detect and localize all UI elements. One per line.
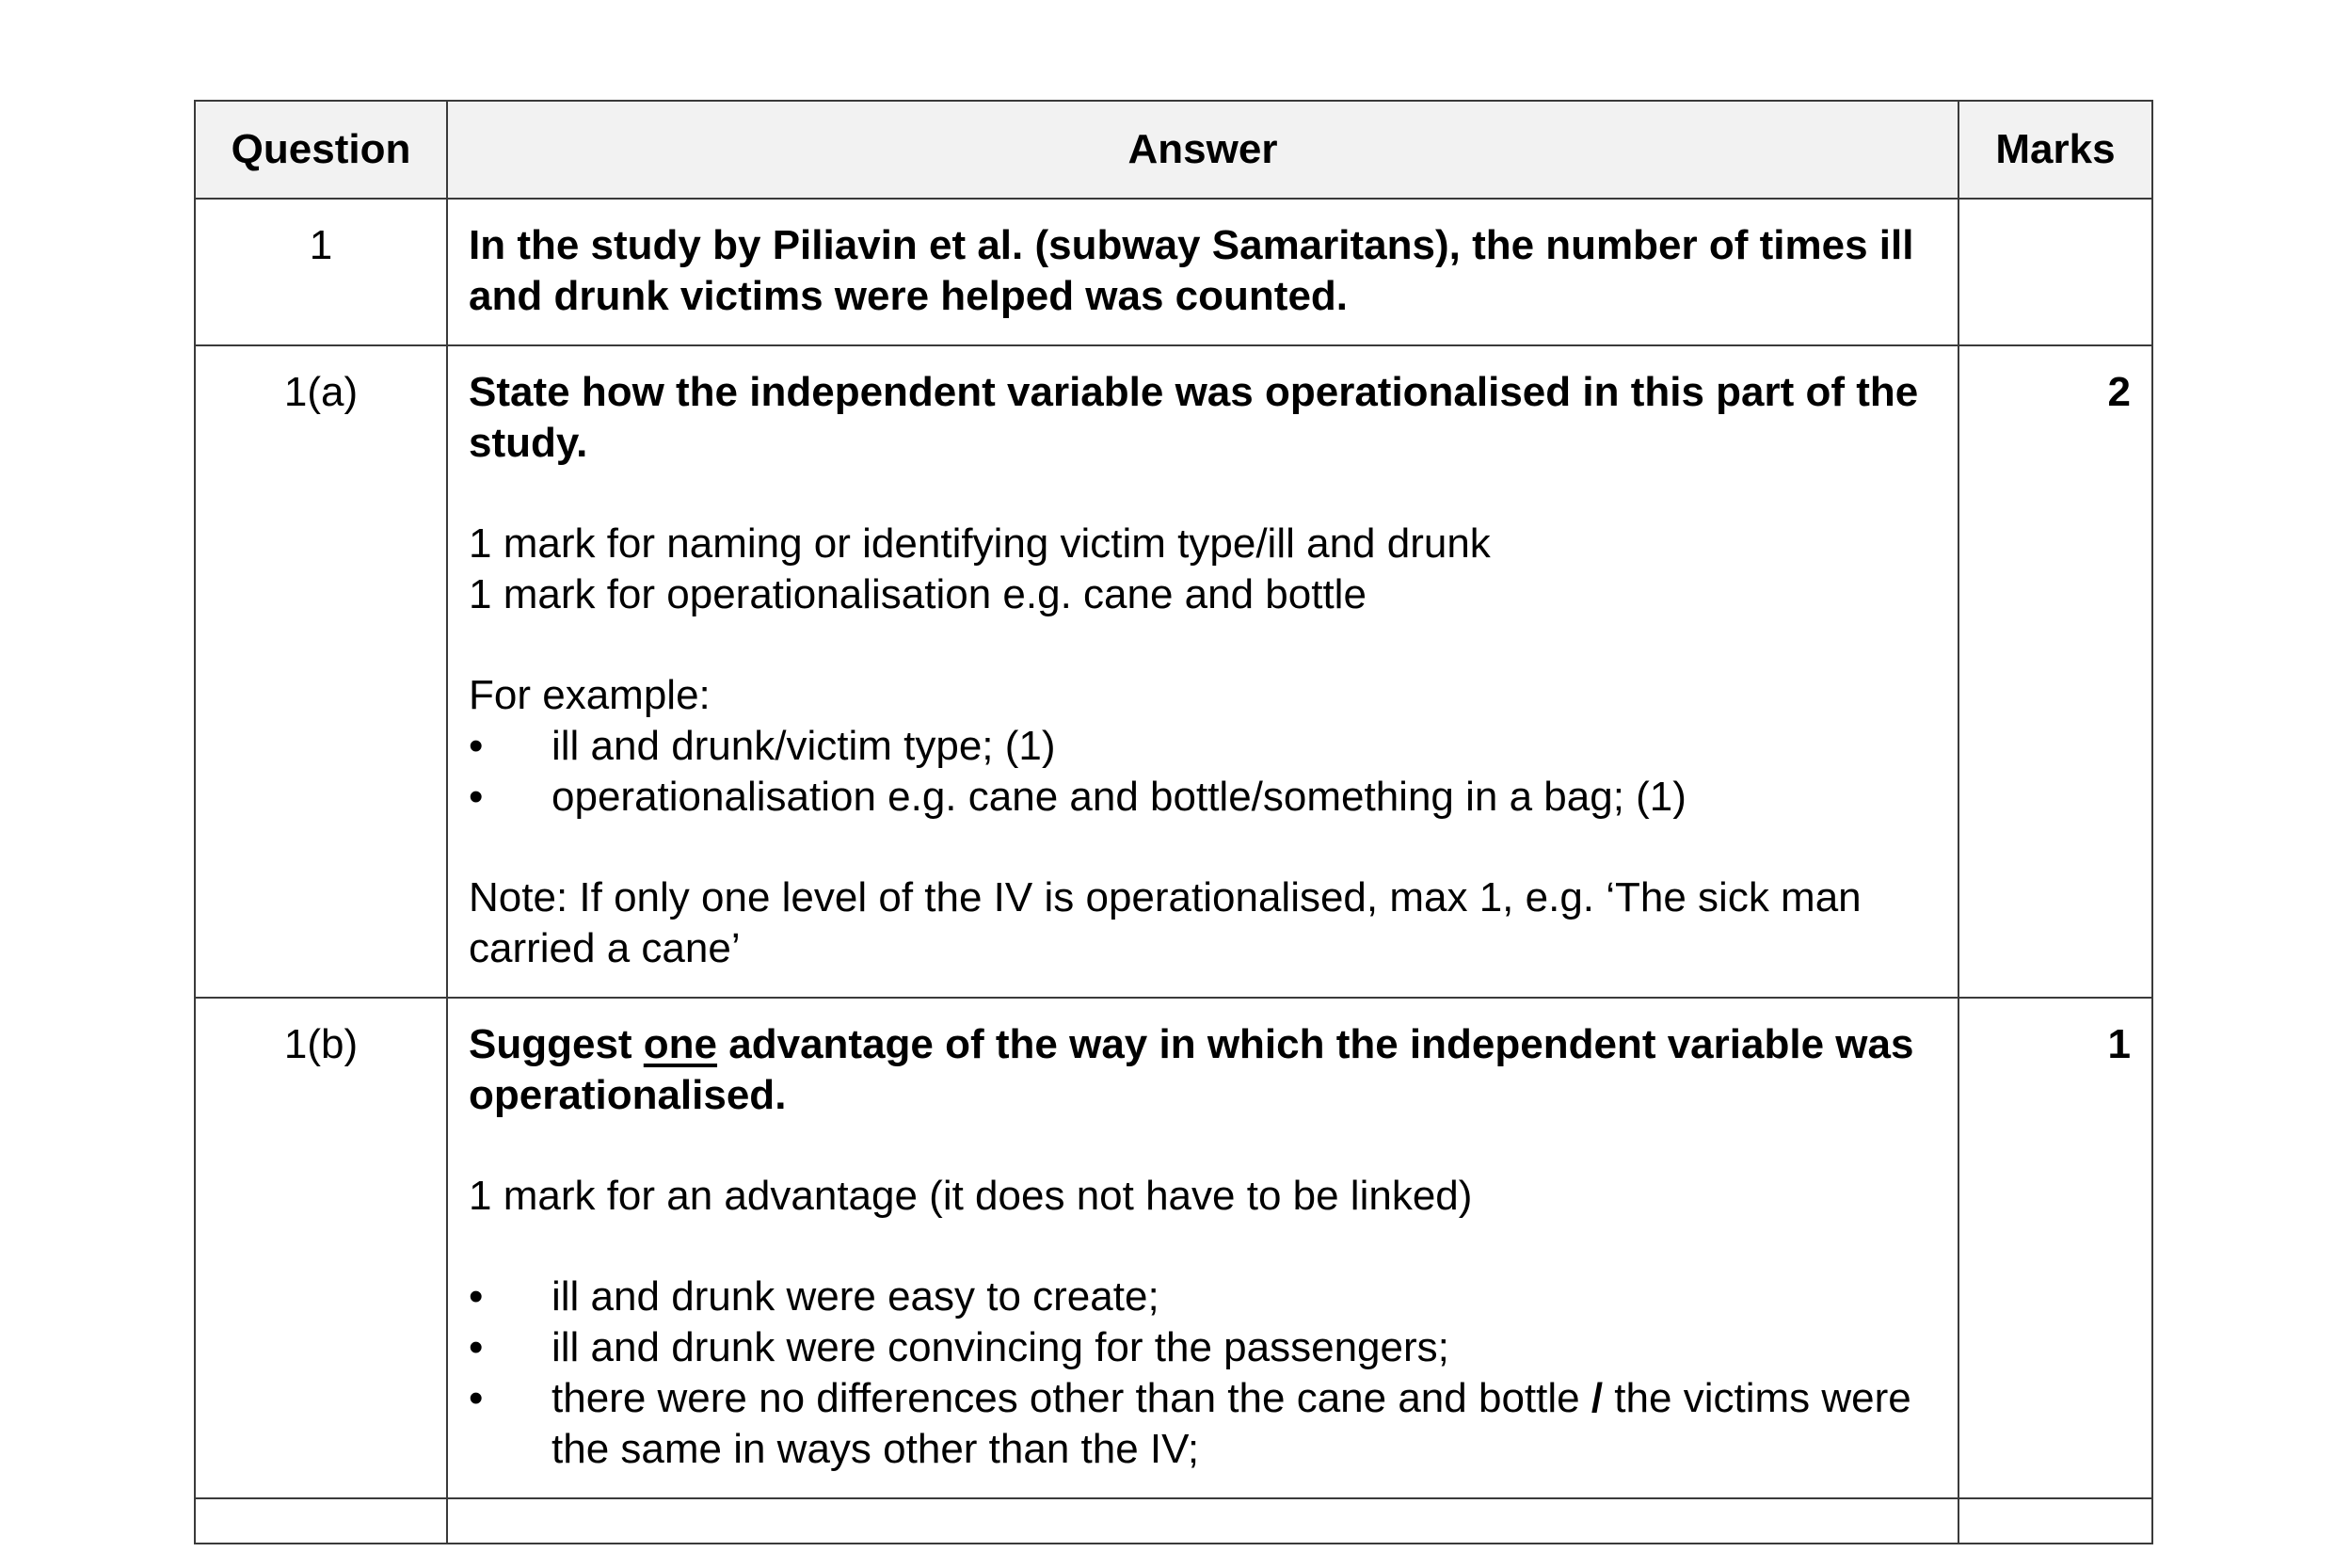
mark-scheme-table (194, 100, 2153, 1544)
table-row-continued (195, 1498, 2152, 1544)
table-row (195, 199, 2152, 345)
note-text: Note: If only one level of the IV is operationalised, max 1, e.g. ‘The sick man carried a cane’ (469, 874, 1862, 971)
question-prompt (469, 1019, 1937, 1121)
marks-cell (1958, 199, 2152, 345)
question-number: 1(a) (195, 345, 447, 998)
question-number: 1(b) (195, 998, 447, 1498)
marks-cell: 1 (1958, 998, 2152, 1498)
list-item: • ill and drunk were convincing for the passengers; (469, 1322, 1937, 1373)
example-label: For example: (469, 672, 711, 718)
prompt-text: Suggest (469, 1021, 644, 1067)
bullet-list (469, 1272, 1937, 1475)
header-row (195, 101, 2152, 199)
list-item (469, 1373, 1937, 1475)
answer-cell (447, 199, 1958, 345)
table-row (195, 345, 2152, 998)
bullet-text: the victims were the same in ways other than the IV; (552, 1375, 1911, 1472)
table-row (195, 998, 2152, 1498)
list-item: • operationalisation e.g. cane and bottle/something in a bag; (1) (469, 772, 1937, 823)
header-question: Question (195, 101, 447, 199)
question-prompt: State how the independent variable was operationalised in this part of the study. (469, 369, 1919, 466)
marks-cell: 2 (1958, 345, 2152, 998)
question-prompt: In the study by Piliavin et al. (subway Samaritans), the number of times ill and drunk victims were helped was counted. (469, 222, 1914, 319)
header-marks: Marks (1958, 101, 2152, 199)
prompt-text: advantage of the way in which the independent variable was operationalised. (469, 1021, 1914, 1118)
alternative-slash: / (1591, 1375, 1604, 1421)
header-answer: Answer (447, 101, 1958, 199)
answer-cell (447, 345, 1958, 998)
empty-cell (447, 1498, 1958, 1544)
empty-cell (195, 1498, 447, 1544)
empty-cell (1958, 1498, 2152, 1544)
mark-line: 1 mark for an advantage (it does not have to be linked) (469, 1173, 1473, 1219)
question-number: 1 (195, 199, 447, 345)
list-item: • ill and drunk were easy to create; (469, 1272, 1937, 1322)
mark-line: 1 mark for naming or identifying victim type/ill and drunk (469, 520, 1491, 567)
list-item: • ill and drunk/victim type; (1) (469, 721, 1937, 772)
bullet-list (469, 721, 1937, 823)
prompt-emphasis: one (643, 1021, 718, 1067)
mark-line: 1 mark for operationalisation e.g. cane and bottle (469, 571, 1367, 617)
bullet-text: there were no differences other than the cane and bottle (552, 1375, 1591, 1421)
answer-cell (447, 998, 1958, 1498)
